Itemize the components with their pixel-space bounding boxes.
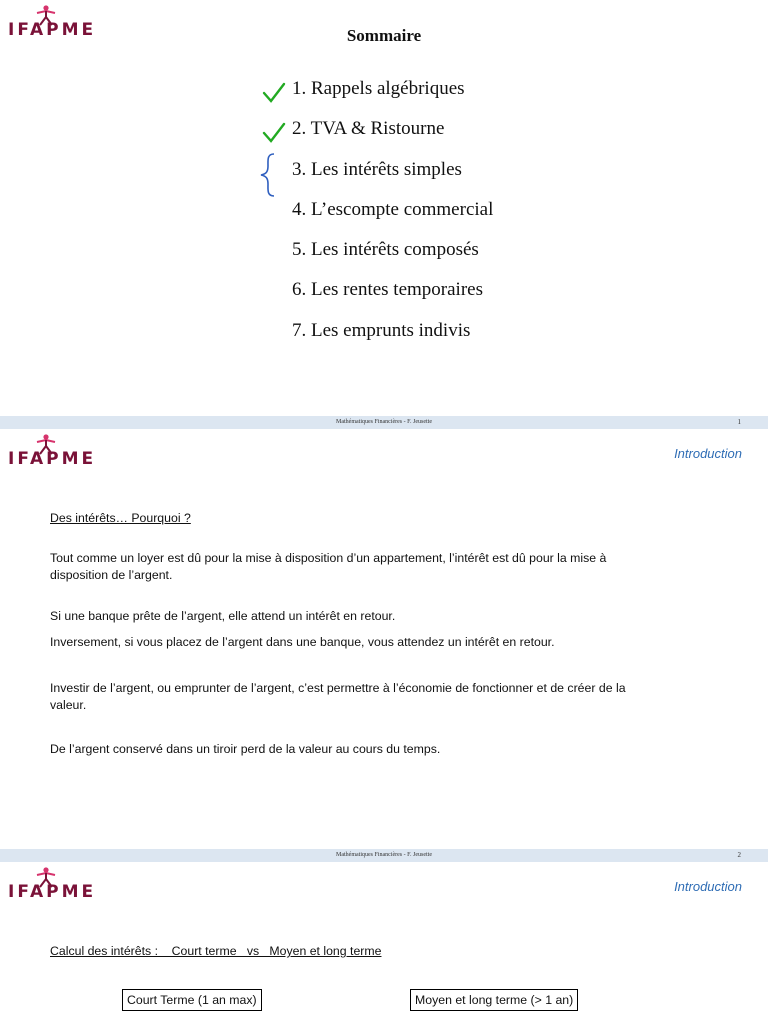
logo-text: IFAPME bbox=[8, 882, 97, 902]
toc-item: 1. Rappels algébriques bbox=[292, 78, 465, 99]
slide-introduction-1 bbox=[0, 429, 768, 849]
check-icon bbox=[262, 122, 286, 144]
slide-introduction-2 bbox=[0, 862, 768, 1024]
section-heading: Calcul des intérêts : Court terme vs Moyen et long terme bbox=[50, 944, 382, 958]
long-term-box: Moyen et long terme (> 1 an) bbox=[410, 989, 578, 1011]
paragraph: Si une banque prête de l’argent, elle attend un intérêt en retour. bbox=[50, 609, 396, 623]
paragraph: De l’argent conservé dans un tiroir perd de la valeur au cours du temps. bbox=[50, 742, 441, 756]
brace-icon bbox=[258, 152, 278, 198]
toc-item: 5. Les intérêts composés bbox=[292, 239, 479, 261]
logo-text: IFAPME bbox=[8, 20, 97, 40]
short-term-box: Court Terme (1 an max) bbox=[122, 989, 262, 1011]
toc-item: 4. L’escompte commercial bbox=[292, 198, 494, 220]
page-number: 2 bbox=[737, 851, 741, 859]
toc-item: 6. Les rentes temporaires bbox=[292, 279, 483, 301]
toc-item: 3. Les intérêts simples bbox=[292, 158, 462, 180]
section-tag: Introduction bbox=[674, 446, 742, 461]
section-heading: Des intérêts… Pourquoi ? bbox=[50, 511, 191, 525]
section-tag: Introduction bbox=[674, 879, 742, 894]
paragraph: Inversement, si vous placez de l’argent dans une banque, vous attendez un intérêt en retour. bbox=[50, 635, 555, 649]
page-number: 1 bbox=[737, 418, 741, 426]
slide-footer bbox=[0, 849, 768, 862]
slide-sommaire bbox=[0, 0, 768, 416]
toc-item: 7. Les emprunts indivis bbox=[292, 319, 471, 341]
slide-footer bbox=[0, 416, 768, 429]
footer-text: Mathématiques Financières - F. Jeusette bbox=[336, 852, 432, 858]
toc-item: 2. TVA & Ristourne bbox=[292, 118, 445, 140]
logo-text: IFAPME bbox=[8, 449, 97, 469]
footer-text: Mathématiques Financières - F. Jeusette bbox=[336, 419, 432, 425]
check-icon bbox=[262, 82, 286, 104]
ifapme-logo bbox=[8, 433, 108, 473]
paragraph: Tout comme un loyer est dû pour la mise à disposition d’un appartement, l’intérêt est dû pour la mise à disposition de l’argent. bbox=[50, 551, 607, 582]
paragraph: Investir de l’argent, ou emprunter de l’argent, c’est permettre à l’économie de fonctionner et de créer de la valeur. bbox=[50, 681, 626, 712]
page-title: Sommaire bbox=[346, 26, 422, 45]
toc-list bbox=[292, 76, 493, 358]
ifapme-logo bbox=[8, 866, 108, 906]
